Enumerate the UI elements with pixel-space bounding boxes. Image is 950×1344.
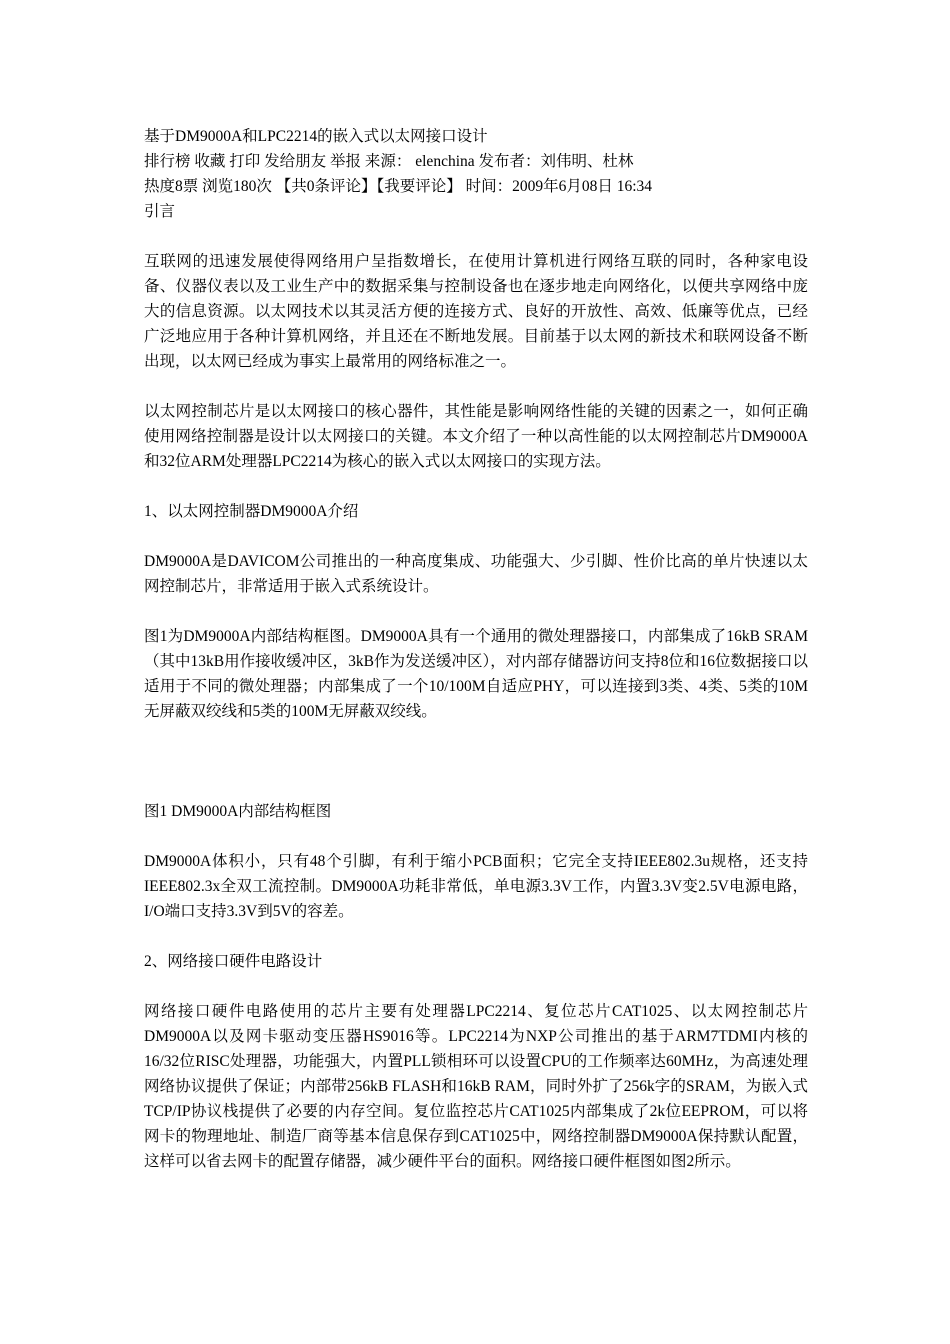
section-1-heading: 1、以太网控制器DM9000A介绍 bbox=[144, 503, 359, 520]
spacer bbox=[144, 824, 808, 849]
spacer bbox=[144, 374, 808, 399]
spacer bbox=[144, 924, 808, 949]
section-2-paragraph-1: 网络接口硬件电路使用的芯片主要有处理器LPC2214、复位芯片CAT1025、以太网控制芯片DM9000A以及网卡驱动变压器HS9016等。LPC2214为NXP公司推出的基于ARM7TDMI内核的16/32位RISC处理器，功能强大，内置PLL锁相环可以设置CPU的工作频率达60MHz，为高速处理网络协议提供了保证；内部带256kB FLASH和16kB RAM，同时外扩了256k字的SRAM，为嵌入式TCP/IP协议栈提供了必要的内存空间。复位监控芯片CAT1025内部集成了2k位EEPROM，可以将网卡的物理地址、制造厂商等基本信息保存到CAT1025中，网络控制器DM9000A保持默认配置，这样可以省去网卡的配置存储器，减少硬件平台的面积。网络接口硬件框图如图2所示。 bbox=[144, 1003, 808, 1170]
intro-paragraph-1: 互联网的迅速发展使得网络用户呈指数增长，在使用计算机进行网络互联的同时，各种家电设备、仪器仪表以及工业生产中的数据采集与控制设备也在逐步地走向网络化，以便共享网络中庞大的信息资源。以太网技术以其灵活方便的连接方式、良好的开放性、高效、低廉等优点，已经广泛地应用于各种计算机网络，并且还在不断地发展。目前基于以太网的新技术和联网设备不断出现，以太网已经成为事实上最常用的网络标准之一。 bbox=[144, 253, 808, 370]
spacer bbox=[144, 599, 808, 624]
spacer bbox=[144, 224, 808, 249]
intro-paragraph-2: 以太网控制芯片是以太网接口的核心器件，其性能是影响网络性能的关键的因素之一，如何正确使用网络控制器是设计以太网接口的关键。本文介绍了一种以高性能的以太网控制芯片DM9000A和32位ARM处理器LPC2214为核心的嵌入式以太网接口的实现方法。 bbox=[144, 403, 808, 470]
spacer bbox=[144, 474, 808, 499]
article-title: 基于DM9000A和LPC2214的嵌入式以太网接口设计 bbox=[144, 128, 488, 145]
spacer bbox=[144, 774, 808, 799]
section-2-heading: 2、网络接口硬件电路设计 bbox=[144, 953, 323, 970]
article-stats-line: 热度8票 浏览180次 【共0条评论】【我要评论】 时间：2009年6月08日 16:34 bbox=[144, 178, 653, 195]
figure-1-caption: 图1 DM9000A内部结构框图 bbox=[144, 803, 332, 820]
intro-heading: 引言 bbox=[144, 203, 176, 220]
figure-placeholder bbox=[144, 724, 808, 774]
spacer bbox=[144, 524, 808, 549]
spacer bbox=[144, 974, 808, 999]
document-page bbox=[144, 124, 808, 1174]
section-1-paragraph-2: 图1为DM9000A内部结构框图。DM9000A具有一个通用的微处理器接口，内部集成了16kB SRAM（其中13kB用作接收缓冲区，3kB作为发送缓冲区），对内部存储器访问支持8位和16位数据接口以适用于不同的微处理器；内部集成了一个10/100M自适应PHY，可以连接到3类、4类、5类的10M无屏蔽双绞线和5类的100M无屏蔽双绞线。 bbox=[144, 628, 808, 720]
section-1-paragraph-3: DM9000A体积小，只有48个引脚，有利于缩小PCB面积；它完全支持IEEE802.3u规格，还支持IEEE802.3x全双工流控制。DM9000A功耗非常低，单电源3.3V工作，内置3.3V变2.5V电源电路，I/O端口支持3.3V到5V的容差。 bbox=[144, 853, 808, 920]
section-1-paragraph-1: DM9000A是DAVICOM公司推出的一种高度集成、功能强大、少引脚、性价比高的单片快速以太网控制芯片，非常适用于嵌入式系统设计。 bbox=[144, 553, 808, 595]
article-meta-line: 排行榜 收藏 打印 发给朋友 举报 来源： elenchina 发布者：刘伟明、杜林 bbox=[144, 153, 634, 170]
